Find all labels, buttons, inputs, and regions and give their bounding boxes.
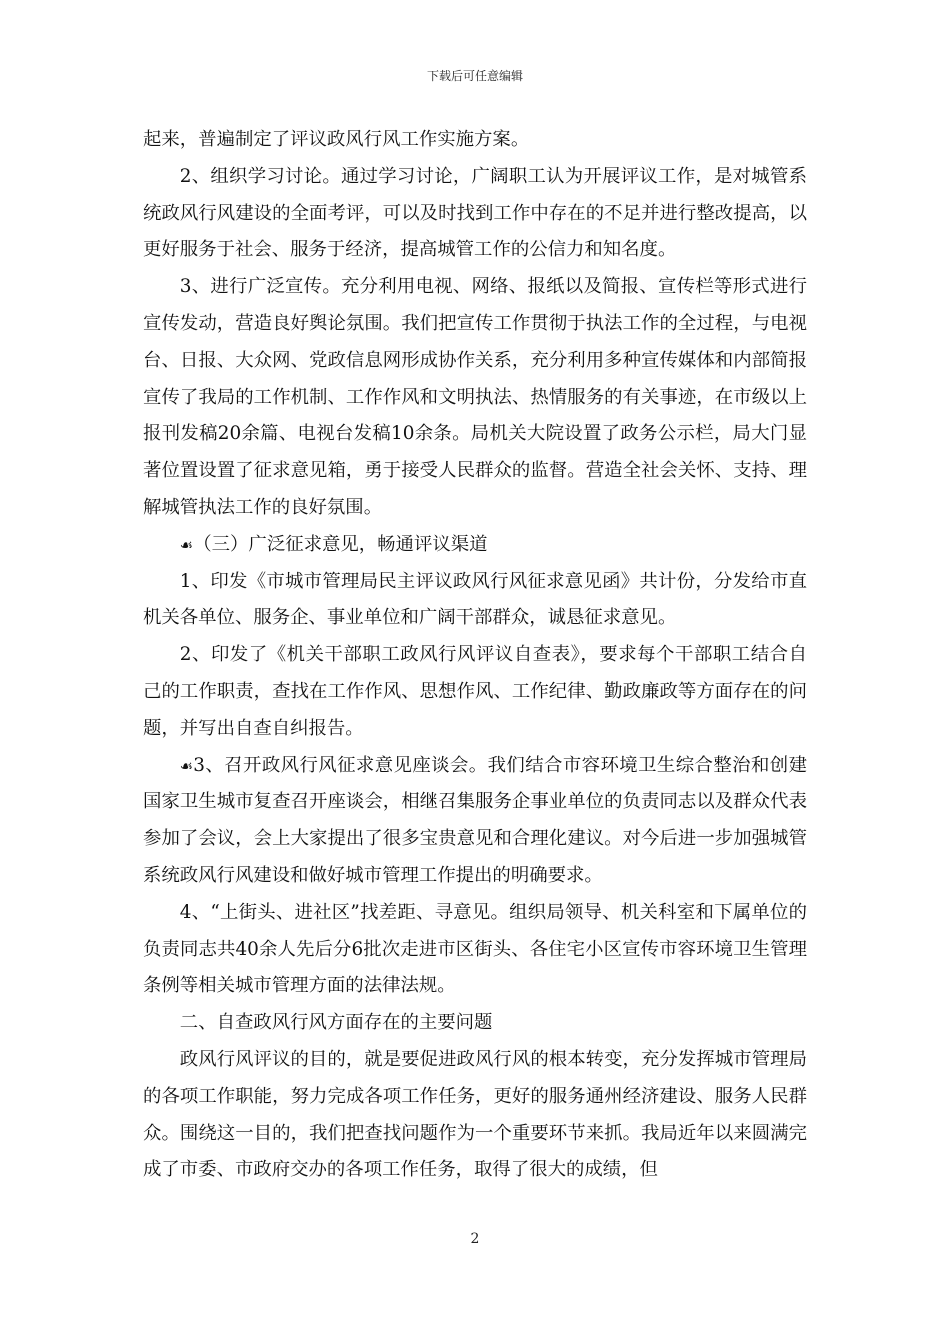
paragraph — [143, 564, 807, 638]
paragraph-text: 3、进行广泛宣传。充分利用电视、网络、报纸以及简报、宣传栏等形式进行宣传发动，营造良好舆论氛围。我们把宣传工作贯彻于执法工作的全过程，与电视台、日报、大众网、党政信息网形成协作关系，充分利用多种宣传媒体和内部简报宣传了我局的工作机制、工作作风和文明执法、热情服务的有关事迹，在市级以上报刊发稿20余篇、电视台发稿10余条。局机关大院设置了政务公示栏，局大门显著位置设置了征求意见箱，勇于接受人民群众的监督。营造全社会关怀、支持、理解城管执法工作的良好氛围。 — [143, 276, 807, 518]
paragraph-text: 4、“上街头、进社区”找差距、寻意见。组织局领导、机关科室和下属单位的负责同志共40余人先后分6批次走进市区街头、各住宅小区宣传市容环境卫生管理条例等相关城市管理方面的法律法规。 — [143, 901, 807, 997]
paragraph-text: 2、组织学习讨论。通过学习讨论，广阔职工认为开展评议工作，是对城管系统政风行风建设的全面考评，可以及时找到工作中存在的不足并进行整改提高，以更好服务于社会、服务于经济，提高城管工作的公信力和知名度。 — [143, 165, 807, 261]
paragraph — [143, 527, 807, 564]
paragraph-text: 1、印发《市城市管理局民主评议政风行风征求意见函》共计份，分发给市直机关各单位、服务企、事业单位和广阔干部群众，诚恳征求意见。 — [143, 570, 807, 629]
paragraph — [143, 637, 807, 747]
paragraph — [143, 269, 807, 527]
page-header: 下载后可任意编辑 — [426, 69, 523, 83]
paragraph-text: 政风行风评议的目的，就是要促进政风行风的根本转变，充分发挥城市管理局的各项工作职能，努力完成各项工作任务，更好的服务通州经济建设、服务人民群众。围绕这一目的，我们把查找问题作为一个重要环节来抓。我局近年以来圆满完成了市委、市政府交办的各项工作任务，取得了很大的成绩，但 — [143, 1048, 807, 1181]
paragraph-text: 3、召开政风行风征求意见座谈会。我们结合市容环境卫生综合整治和创建国家卫生城市复查召开座谈会，相继召集服务企事业单位的负责同志以及群众代表参加了会议，会上大家提出了很多宝贵意见和合理化建议。对今后进一步加强城管系统政风行风建设和做好城市管理工作提出的明确要求。 — [143, 754, 807, 886]
paragraph — [143, 895, 807, 1005]
ornament-marker-icon: ☙ — [179, 535, 194, 554]
paragraph — [143, 1042, 807, 1189]
paragraph — [143, 1005, 807, 1042]
document-body — [143, 122, 807, 1189]
paragraph-text: 2、印发了《机关干部职工政风行风评议自查表》，要求每个干部职工结合自己的工作职责，查找在工作作风、思想作风、工作纪律、勤政廉政等方面存在的问题，并写出自查自纠报告。 — [143, 644, 807, 739]
paragraph — [143, 748, 807, 895]
paragraph-text: 起来，普遍制定了评议政风行风工作实施方案。 — [143, 129, 530, 150]
ornament-marker-icon: ☙ — [179, 756, 194, 775]
paragraph — [143, 159, 807, 269]
section-heading: 二、自查政风行风方面存在的主要问题 — [179, 1012, 493, 1034]
paragraph — [143, 122, 807, 159]
page-number: 2 — [470, 1231, 480, 1247]
section-heading: （三）广泛征求意见，畅通评议渠道 — [193, 533, 488, 555]
